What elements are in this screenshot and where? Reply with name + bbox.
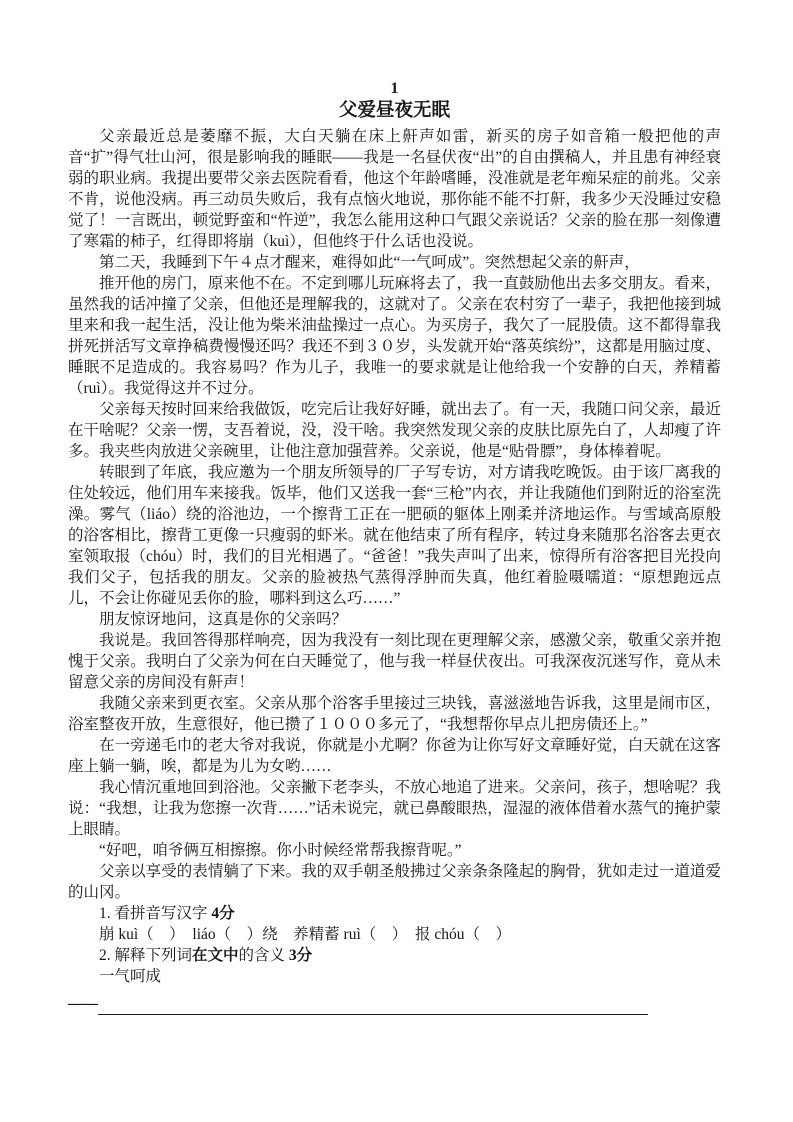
question-1-points: 4分 xyxy=(211,905,235,922)
page-number: 1 xyxy=(390,80,399,97)
question-2-term: 一气呵成 xyxy=(99,968,162,985)
question-1-label: 1. 看拼音写汉字 xyxy=(99,905,212,922)
paragraph: 我说是。我回答得那样响亮，因为我没有一刻比现在更理解父亲，感激父亲，敬重父亲并抱愧于父亲。我明白了父亲为何在白天睡觉了，他与我一样昼伏夜出。可我深夜沉迷写作，竟从未留意父亲的房间没有鼾声！ xyxy=(68,632,721,691)
paragraph: 我随父亲来到更衣室。父亲从那个浴客手里接过三块钱，喜滋滋地告诉我，这里是闹市区，浴室整夜开放，生意很好，他已攒了１０００多元了，“我想帮你早点儿把房债还上。” xyxy=(68,695,721,733)
question-1-pinyin-line: 崩 kuì（ ） liáo（ ）绕 养精蓄 ruì（ ） 报 chóu（ ） xyxy=(99,926,512,943)
answer-blank-row xyxy=(68,996,721,1015)
question-1 xyxy=(68,903,721,924)
question-2-suffix: 的含义 xyxy=(238,947,289,964)
paragraph: 父亲每天按时回来给我做饭，吃完后让我好好睡，就出去了。有一天，我随口问父亲，最近在干啥呢？父亲一愣，支吾着说，没，没干啥。我突然发现父亲的皮肤比原先白了，人却瘦了许多。我夹些肉放进父亲碗里，让他注意加强营养。父亲说，他是“贴骨膘”，身体棒着呢。 xyxy=(68,401,721,460)
paragraph: 第二天，我睡到下午４点才醒来，难得如此“一气呵成”。突然想起父亲的鼾声， xyxy=(99,254,640,271)
paragraph: 在一旁递毛巾的老大爷对我说，你就是小尤啊？你爸为让你写好文章睡好觉，白天就在这客座上躺一躺，唉，都是为儿为女哟…… xyxy=(68,737,721,775)
question-2-prefix: 2. 解释下列词 xyxy=(99,947,193,964)
answer-dashes: —— xyxy=(68,995,96,1012)
paragraph: 我心情沉重地回到浴池。父亲撇下老李头，不放心地追了进来。父亲问，孩子，想啥呢？我说：“我想，让我为您擦一次背……”话未说完，就已鼻酸眼热，湿湿的液体借着水蒸气的掩护蒙上眼睛。 xyxy=(68,779,721,838)
question-2-bold-phrase: 在文中 xyxy=(192,947,239,964)
paragraph: “好吧，咱爷俩互相擦擦。你小时候经常帮我擦背呢。” xyxy=(99,842,462,859)
paragraph: 父亲以享受的表情躺了下来。我的双手朝圣般拂过父亲条条隆起的胸骨，犹如走过一道道爱的山冈。 xyxy=(68,863,721,901)
answer-blank-line xyxy=(98,996,648,1015)
paragraph: 转眼到了年底，我应邀为一个朋友所领导的厂子写专访，对方请我吃晚饭。由于该厂离我的住处较远，他们用车来接我。饭毕，他们又送我一套“三枪”内衣，并让我随他们到附近的浴室洗澡。雾气（liáo）绕的浴池边，一个擦背工正在一肥硕的躯体上刚柔并济地运作。与雪域高原般的浴客相比，擦背工更像一只瘦弱的虾米。就在他结束了所有程序，转过身来随那名浴客去更衣室领取报（chóu）时，我们的目光相遇了。“爸爸！”我失声叫了出来，惊得所有浴客把目光投向我们父子，包括我的朋友。父亲的脸被热气蒸得浮肿而失真，他红着脸嗫嚅道：“原想跑远点儿，不会让你碰见丢你的脸，哪料到这么巧……” xyxy=(68,464,721,607)
paragraph: 父亲最近总是萎靡不振，大白天躺在床上鼾声如雷，新买的房子如音箱一般把他的声音“扩”得气壮山河，很是影响我的睡眠——我是一名昼伏夜“出”的自由撰稿人，并且患有神经衰弱的职业病。我提出要带父亲去医院看看，他这个年龄嗜睡，没准就是老年痴呆症的前兆。父亲不肯，说他没病。再三动员失败后，我有点恼火地说，那你能不能不打鼾，我多少天没睡过安稳觉了！一言既出，顿觉野蛮和“忤逆”，我怎么能用这种口气跟父亲说话？父亲的脸在那一刻像遭了寒霜的柿子，红得即将崩（kuì），但他终于什么话也没说。 xyxy=(68,128,721,250)
paragraph: 朋友惊讶地问，这真是你的父亲吗？ xyxy=(99,611,348,628)
page-title: 父爱昼夜无眠 xyxy=(338,101,450,121)
question-2 xyxy=(68,945,721,966)
paragraph: 推开他的房门，原来他不在。不定到哪儿玩麻将去了，我一直鼓励他出去多交朋友。看来，虽然我的话冲撞了父亲，但他还是理解我的，这就对了。父亲在农村穷了一辈子，我把他接到城里来和我一起生活，没让他为柴米油盐操过一点心。为买房子，我欠了一屁股债。这不都得靠我拼死拼活写文章挣稿费慢慢还吗？我还不到３０岁，头发就开始“落英缤纷”，这都是用脑过度、睡眠不足造成的。我容易吗？作为儿子，我唯一的要求就是让他给我一个安静的白天，养精蓄（ruì）。我觉得这并不过分。 xyxy=(68,275,721,397)
question-2-points: 3分 xyxy=(288,947,313,964)
